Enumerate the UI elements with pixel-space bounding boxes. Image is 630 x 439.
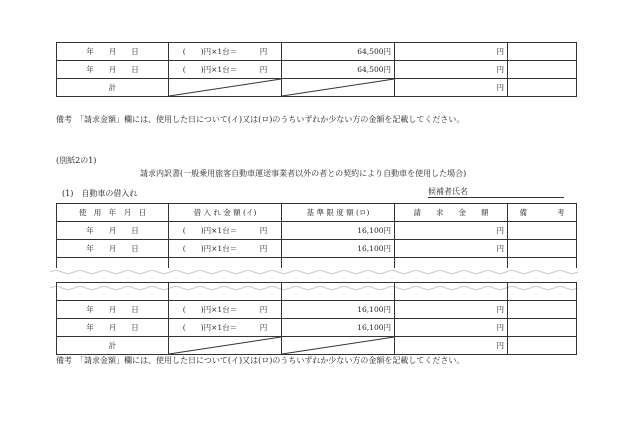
table-row — [57, 283, 577, 301]
document-title: 請求内訳書(一般乗用旅客自動車運送事業者以外の者との契約により自動車を使用した場合) — [140, 169, 467, 178]
base-limit-cell: 16,100円 — [282, 222, 395, 240]
note-cell — [508, 222, 577, 240]
claim-cell: 円 — [395, 43, 508, 61]
formula-cell: ( )円×1台＝ 円 — [169, 240, 282, 258]
header-remarks: 備 考 — [508, 204, 577, 222]
attachment-label: (別紙2の1) — [56, 156, 97, 165]
remark-bottom: 備考 「請求金額」欄には、使用した日について(イ)又は(ロ)のうちいずれか少ない方の金額を記載してください。 — [56, 356, 465, 365]
candidate-name-field[interactable] — [428, 186, 564, 198]
remark-top: 備考 「請求金額」欄には、使用した日について(イ)又は(ロ)のうちいずれか少ない方の金額を記載してください。 — [56, 115, 465, 124]
slash-cell — [282, 337, 395, 355]
table-row — [57, 43, 577, 61]
note-cell — [508, 240, 577, 258]
note-cell — [508, 79, 577, 97]
table-row — [57, 301, 577, 319]
empty-cell — [57, 283, 169, 301]
date-cell: 年 月 日 — [57, 240, 169, 258]
formula-cell: ( )円×1台＝ 円 — [169, 319, 282, 337]
table-row — [57, 319, 577, 337]
table-row — [57, 61, 577, 79]
header-row — [57, 204, 577, 222]
note-cell — [508, 337, 577, 355]
top-expense-table — [56, 42, 577, 97]
table-row — [57, 222, 577, 240]
section-label: (1) 自動車の借入れ — [62, 189, 138, 198]
claim-cell: 円 — [395, 222, 508, 240]
date-cell: 年 月 日 — [57, 222, 169, 240]
total-label: 計 — [57, 79, 169, 97]
note-cell — [508, 43, 577, 61]
candidate-name-label: 候補者氏名 — [428, 187, 468, 196]
empty-cell — [395, 283, 508, 301]
claim-cell: 円 — [395, 301, 508, 319]
base-limit-cell: 64,500円 — [282, 43, 395, 61]
formula-cell: ( )円×1台＝ 円 — [169, 222, 282, 240]
total-claim-cell: 円 — [395, 79, 508, 97]
slash-cell — [169, 337, 282, 355]
total-claim-cell: 円 — [395, 337, 508, 355]
date-cell: 年 月 日 — [57, 61, 169, 79]
vehicle-rental-table — [56, 203, 577, 276]
formula-cell: ( )円×1台＝ 円 — [169, 43, 282, 61]
header-rental-amount: 借 入 れ 金 額 (イ) — [169, 204, 282, 222]
empty-cell — [508, 283, 577, 301]
note-cell — [508, 61, 577, 79]
date-cell: 年 月 日 — [57, 43, 169, 61]
base-limit-cell: 16,100円 — [282, 319, 395, 337]
base-limit-cell: 64,500円 — [282, 61, 395, 79]
note-cell — [508, 319, 577, 337]
slash-cell — [282, 79, 395, 97]
header-claim-amount: 請 求 金 額 — [395, 204, 508, 222]
empty-cell — [282, 283, 395, 301]
date-cell: 年 月 日 — [57, 301, 169, 319]
empty-cell — [169, 283, 282, 301]
claim-cell: 円 — [395, 319, 508, 337]
note-cell — [508, 301, 577, 319]
base-limit-cell: 16,100円 — [282, 301, 395, 319]
header-base-limit: 基 準 限 度 額 (ロ) — [282, 204, 395, 222]
vehicle-rental-table-continued — [56, 282, 577, 355]
header-date: 使 用 年 月 日 — [57, 204, 169, 222]
table-row — [57, 240, 577, 258]
formula-cell: ( )円×1台＝ 円 — [169, 301, 282, 319]
total-row — [57, 79, 577, 97]
date-cell: 年 月 日 — [57, 319, 169, 337]
base-limit-cell: 16,100円 — [282, 240, 395, 258]
claim-cell: 円 — [395, 61, 508, 79]
total-row — [57, 337, 577, 355]
formula-cell: ( )円×1台＝ 円 — [169, 61, 282, 79]
claim-cell: 円 — [395, 240, 508, 258]
slash-cell — [169, 79, 282, 97]
total-label: 計 — [57, 337, 169, 355]
